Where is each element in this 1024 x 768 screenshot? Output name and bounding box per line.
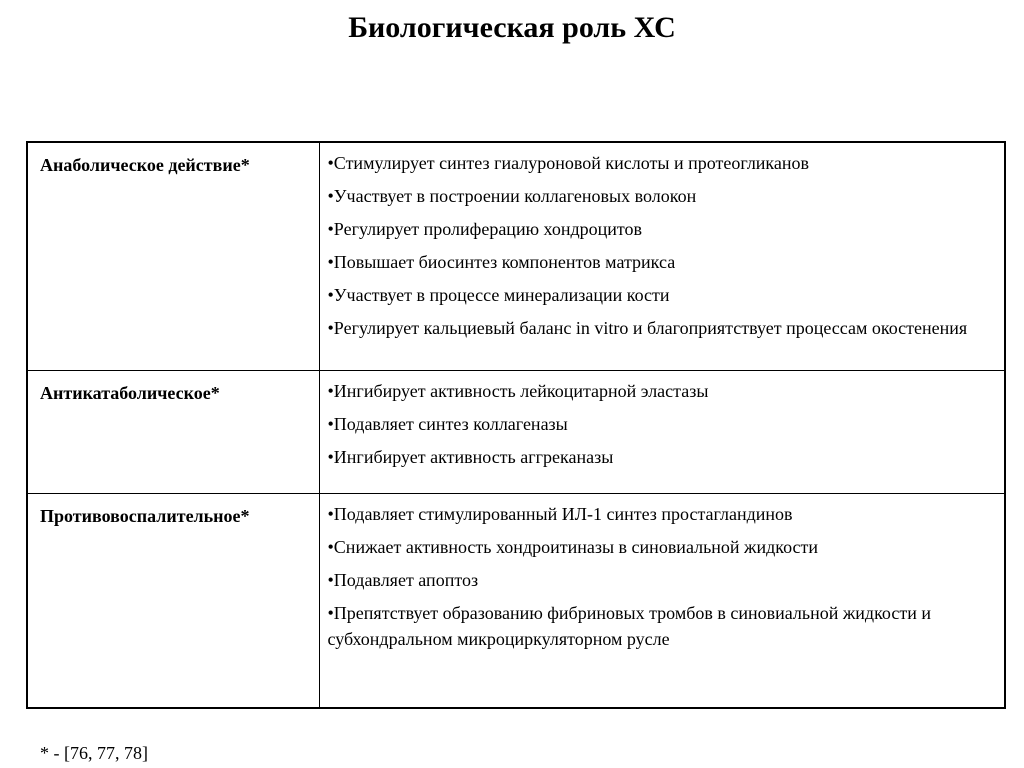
table-row: [27, 493, 1005, 708]
list-item: •Ингибирует активность аггреканазы: [327, 446, 614, 467]
list-item: •Подавляет апоптоз: [327, 569, 479, 590]
list-item: •Ингибирует активность лейкоцитарной эластазы: [327, 380, 709, 401]
list-item: •Стимулирует синтез гиалуроновой кислоты и протеогликанов: [327, 153, 810, 173]
effects-list: [328, 150, 997, 341]
list-item: •Подавляет стимулированный ИЛ-1 синтез простагландинов: [327, 503, 793, 524]
category-cell-anti-inflammatory: Противовоспалительное*: [27, 493, 319, 708]
list-item: •Участвует в процессе минерализации кости: [327, 285, 670, 305]
table-row: [27, 142, 1005, 370]
biological-role-table: [26, 141, 1006, 709]
list-item: •Снижает активность хондроитиназы в синовиальной жидкости: [327, 536, 819, 557]
effects-cell-anti-inflammatory: [319, 493, 1005, 708]
effects-cell-anabolic: [319, 142, 1005, 370]
footnote: * - [76, 77, 78]: [40, 743, 148, 763]
effects-cell-anticatabolic: [319, 370, 1005, 493]
list-item: •Препятствует образованию фибриновых тромбов в синовиальной жидкости и субхондральном микроциркуляторном русле: [327, 602, 931, 649]
list-item: •Участвует в построении коллагеновых волокон: [327, 186, 697, 206]
effects-list: [328, 501, 997, 652]
list-item: •Регулирует пролиферацию хондроцитов: [327, 219, 643, 239]
list-item: •Регулирует кальциевый баланс in vitro и благоприятствует процессам окостенения: [327, 318, 968, 338]
category-cell-anticatabolic: Антикатаболическое*: [27, 370, 319, 493]
list-item: •Повышает биосинтез компонентов матрикса: [327, 252, 676, 272]
table-row: [27, 370, 1005, 493]
list-item: •Подавляет синтез коллагеназы: [327, 413, 568, 434]
category-cell-anabolic: Анаболическое действие*: [27, 142, 319, 370]
effects-list: [328, 378, 997, 470]
page-title: Биологическая роль ХС: [348, 11, 676, 44]
